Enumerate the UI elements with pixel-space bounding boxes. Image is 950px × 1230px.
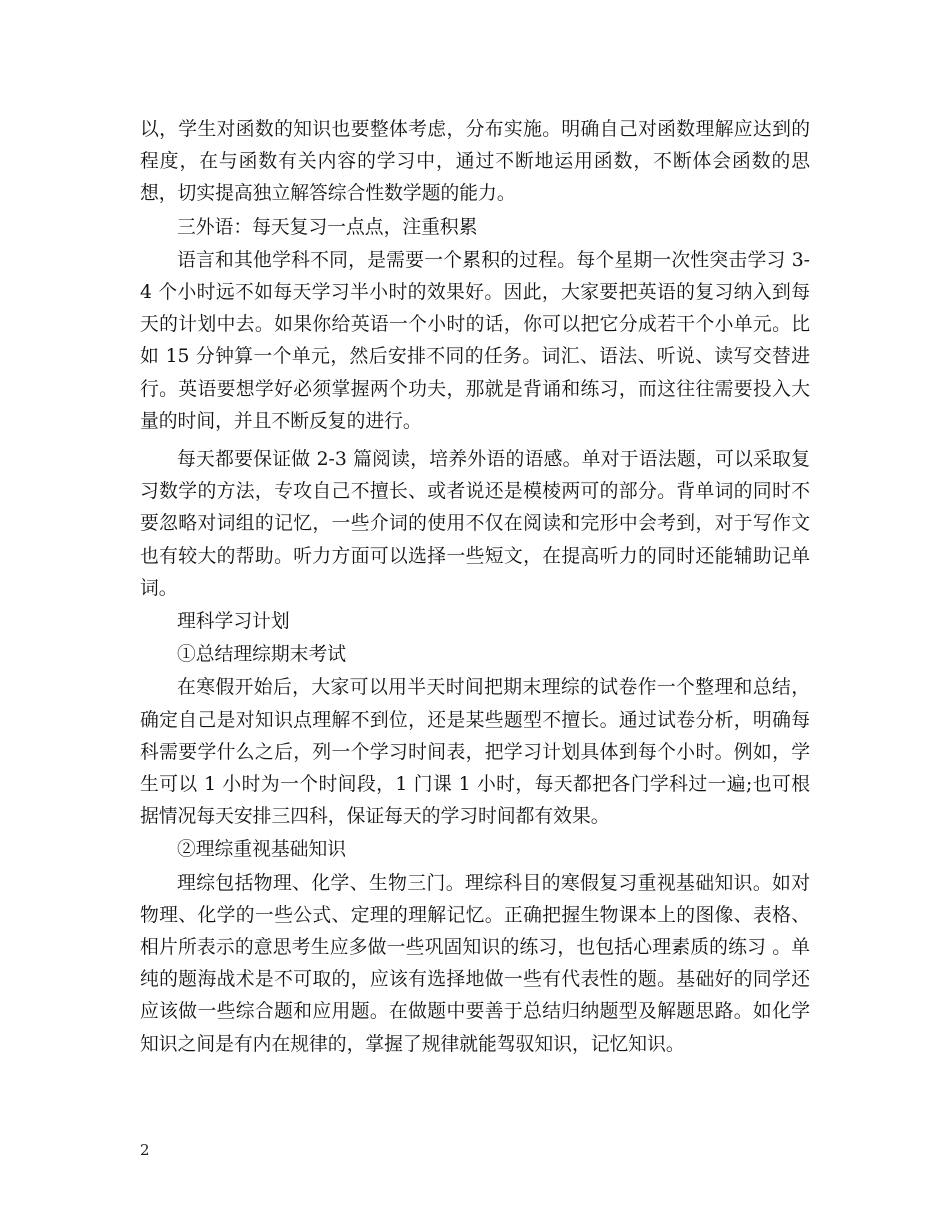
heading-summarize-final-exam: ①总结理综期末考试 <box>177 644 347 666</box>
page-number: 2 <box>140 1141 150 1159</box>
paragraph-science-review: 理综包括物理、化学、生物三门。理综科目的寒假复习重视基础知识。如对物理、化学的一些公式、定理的理解记忆。正确把握生物课本上的图像、表格、相片所表示的意思考生应多做一些巩固知识的练习，也包括心理素质的练习 。单纯的题海战术是不可取的，应该有选择地做一些有代表性的题。基础好的同学还应该做一些综合题和应用题。在做题中要善于总结归纳题型及解题思路。如化学知识之间是有内在规律的，掌握了规律就能驾驭知识，记忆知识。 <box>140 872 810 1055</box>
paragraph-daily-reading: 每天都要保证做 2-3 篇阅读，培养外语的语感。单对于语法题，可以采取复习数学的方法，专攻自己不擅长、或者说还是模棱两可的部分。背单词的同时不要忽略对词组的记忆，一些介词的使用不仅在阅读和完形中会考到，对于写作文也有较大的帮助。听力方面可以选择一些短文，在提高听力的同时还能辅助记单词。 <box>140 449 810 599</box>
heading-foreign-language: 三外语：每天复习一点点，注重积累 <box>177 216 478 238</box>
heading-basic-knowledge: ②理综重视基础知识 <box>177 839 347 861</box>
heading-science-plan: 理科学习计划 <box>177 611 290 633</box>
paragraph-function-continuation: 以，学生对函数的知识也要整体考虑，分布实施。明确自己对函数理解应达到的程度，在与函数有关内容的学习中，通过不断地运用函数，不断体会函数的思想，切实提高独立解答综合性数学题的能力。 <box>140 119 810 205</box>
paragraph-exam-analysis: 在寒假开始后，大家可以用半天时间把期末理综的试卷作一个整理和总结，确定自己是对知识点理解不到位，还是某些题型不擅长。通过试卷分析，明确每科需要学什么之后，列一个学习时间表，把学习计划具体到每个小时。例如，学生可以 1 小时为一个时间段，1 门课 1 小时，每天都把各门学科过一遍;也可根据情况每天安排三四科，保证每天的学习时间都有效果。 <box>140 677 810 828</box>
paragraph-language-accumulation: 语言和其他学科不同，是需要一个累积的过程。每个星期一次性突击学习 3-4 个小时远不如每天学习半小时的效果好。因此，大家要把英语的复习纳入到每天的计划中去。如果你给英语一个小时的话，你可以把它分成若干个小单元。比如 15 分钟算一个单元，然后安排不同的任务。词汇、语法、听说、读写交替进行。英语要想学好必须掌握两个功夫，那就是背诵和练习，而这往往需要投入大量的时间，并且不断反复的进行。 <box>140 249 810 432</box>
document-body <box>140 114 810 1061</box>
